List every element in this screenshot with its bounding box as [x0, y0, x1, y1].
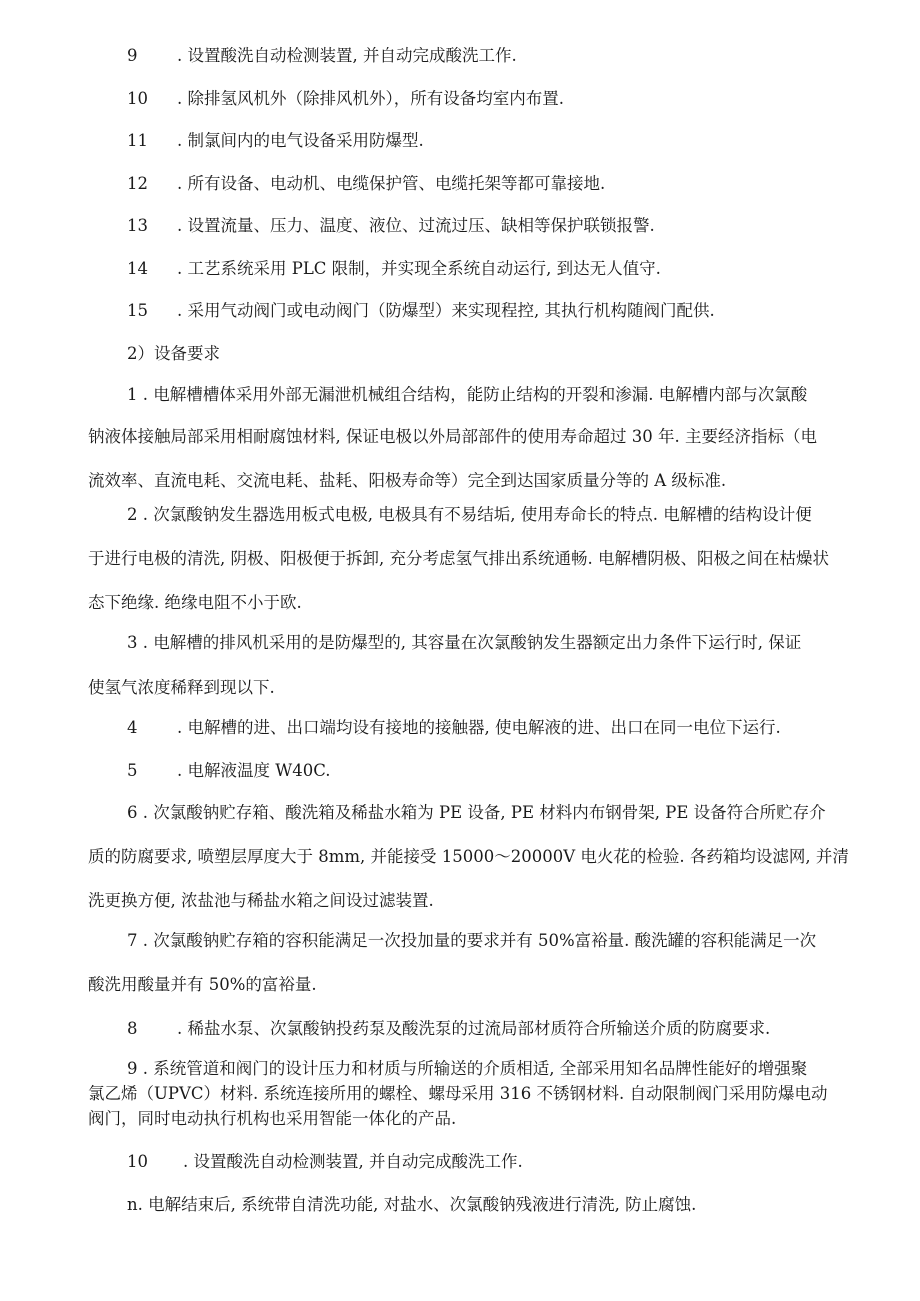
- paragraph-line: 阀门，同时电动执行机构也采用智能一体化的产品.: [88, 1109, 457, 1128]
- list-item-number: 9: [127, 46, 138, 65]
- list-item-text: . 电解槽的进、出口端均设有接地的接触器, 使电解液的进、出口在同一电位下运行.: [177, 718, 781, 737]
- paragraph: [88, 385, 840, 491]
- paragraph-line: 2 . 次氯酸钠发生器选用板式电极, 电极具有不易结垢, 使用寿命长的特点. 电解槽的结构设计便: [127, 505, 812, 524]
- list-item-text: . 设置酸洗自动检测装置, 并自动完成酸洗工作.: [183, 1152, 523, 1171]
- list-item-text: . 电解液温度 W40C.: [177, 761, 331, 780]
- list-item-text: . 设置流量、压力、温度、液位、过流过压、缺相等保护联锁报警.: [177, 216, 655, 235]
- list-item: [127, 1195, 696, 1215]
- paragraph-line: 洗更换方便, 浓盐池与稀盐水箱之间设过滤装置.: [88, 891, 434, 910]
- list-item-number: 11: [127, 131, 148, 150]
- list-item-number: 5: [127, 761, 138, 780]
- paragraph-line: 态下绝缘. 绝缘电阻不小于欧.: [88, 593, 302, 612]
- paragraph-line: 氯乙烯（UPVC）材料. 系统连接所用的螺栓、螺母采用 316 不锈钢材料. 自动限制阀门采用防爆电动: [88, 1084, 828, 1103]
- list-item-text: . 稀盐水泵、次氯酸钠投药泵及酸洗泵的过流局部材质符合所输送介质的防腐要求.: [177, 1019, 771, 1038]
- paragraph-line: 质的防腐要求, 喷塑层厚度大于 8mm, 并能接受 15000～20000V 电火花的检验. 各药箱均设滤网, 并清: [88, 847, 849, 866]
- paragraph-line: 流效率、直流电耗、交流电耗、盐耗、阳极寿命等）完全到达国家质量分等的 A 级标准.: [88, 471, 727, 490]
- paragraph: [88, 1059, 840, 1129]
- paragraph: [88, 803, 849, 911]
- list-item-number: 10: [127, 1152, 148, 1171]
- paragraph-line: 7 . 次氯酸钠贮存箱的容积能满足一次投加量的要求并有 50%富裕量. 酸洗罐的容积能满足一次: [127, 931, 817, 950]
- list-item-number: 14: [127, 259, 148, 278]
- paragraph-line: 3 . 电解槽的排风机采用的是防爆型的, 其容量在次氯酸钠发生器额定出力条件下运行时, 保证: [127, 633, 802, 652]
- paragraph-line: 于进行电极的清洗, 阴极、阳极便于拆卸, 充分考虑氢气排出系统通畅. 电解槽阴极、阳极之间在枯燥状: [88, 549, 829, 568]
- paragraph-line: 酸洗用酸量并有 50%的富裕量.: [88, 975, 317, 994]
- paragraph-line: 9 . 系统管道和阀门的设计压力和材质与所输送的介质相适, 全部采用知名品牌性能好的增强聚: [127, 1059, 808, 1078]
- list-item-number: 15: [127, 301, 148, 320]
- list-item-number: 4: [127, 718, 138, 737]
- paragraph-line: 使氢气浓度稀释到现以下.: [88, 678, 275, 697]
- list-item-text: . 所有设备、电动机、电缆保护管、电缆托架等都可靠接地.: [177, 174, 606, 193]
- paragraph: [88, 931, 840, 995]
- list-item-number: 13: [127, 216, 148, 235]
- list-item-number: 12: [127, 174, 148, 193]
- list-item-number: 10: [127, 89, 148, 108]
- list-item-number: 8: [127, 1019, 138, 1038]
- paragraph-line: 钠液体接触局部采用相耐腐蚀材料, 保证电极以外局部部件的使用寿命超过 30 年. 主要经济指标（电: [88, 427, 817, 446]
- list-item-text: . 设置酸洗自动检测装置, 并自动完成酸洗工作.: [177, 46, 517, 65]
- list-item-text: . 采用气动阀门或电动阀门（防爆型）来实现程控, 其执行机构随阀门配供.: [177, 301, 715, 320]
- paragraph: [88, 633, 840, 698]
- list-item-text: n. 电解结束后, 系统带自清洗功能, 对盐水、次氯酸钠残液进行清洗, 防止腐蚀.: [127, 1195, 697, 1214]
- section-heading: 2）设备要求: [127, 344, 220, 363]
- list-item-text: . 除排氢风机外（除排风机外），所有设备均室内布置.: [177, 89, 564, 108]
- list-item-text: . 制氯间内的电气设备采用防爆型.: [177, 131, 424, 150]
- paragraph-line: 6 . 次氯酸钠贮存箱、酸洗箱及稀盐水箱为 PE 设备, PE 材料内布钢骨架, PE 设备符合所贮存介: [127, 803, 826, 822]
- paragraph: [88, 505, 840, 613]
- paragraph-line: 1 . 电解槽槽体采用外部无漏泄机械组合结构，能防止结构的开裂和渗漏. 电解槽内部与次氯酸: [127, 385, 808, 404]
- list-item-text: . 工艺系统采用 PLC 限制，并实现全系统自动运行, 到达无人值守.: [177, 259, 661, 278]
